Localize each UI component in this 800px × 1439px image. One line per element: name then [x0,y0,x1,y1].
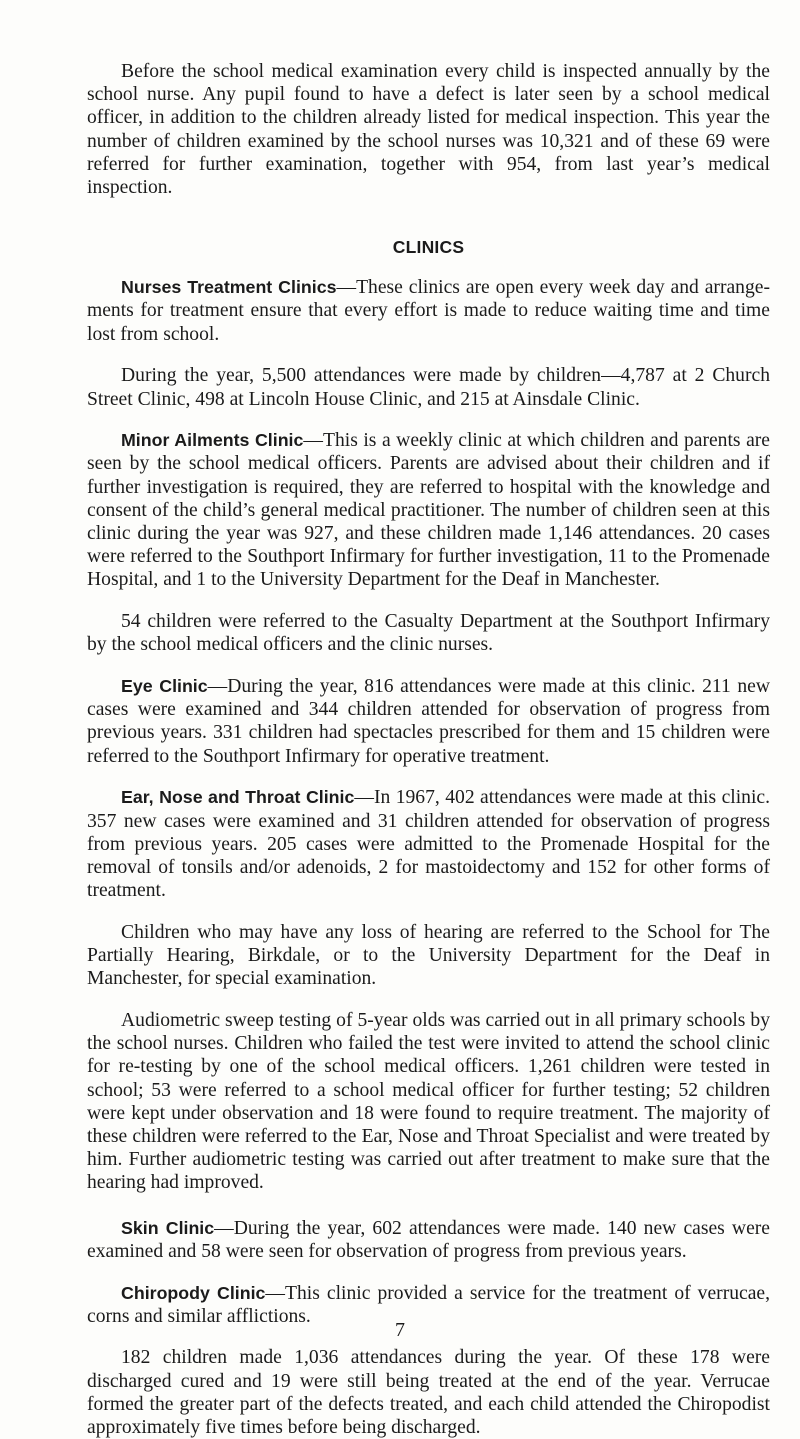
nurses-clinic-text: —These clinics are open every week day and arrange-ments for treatment ensure that every effort is made to reduce waiting time and time lost from school. [87,277,770,345]
eye-clinic-paragraph [87,675,770,768]
minor-ailments-paragraph [87,429,770,591]
page-number: 7 [395,1319,405,1341]
chiropody-detail-paragraph: 182 children made 1,036 attendances during the year. Of these 178 were discharged cured and 19 were still being treated at the end of the year. Verrucae formed the greater part of the defects treated, and each child attended the Chiropodist approximately five times before being discharged. [87,1347,770,1439]
ent-clinic-text: —In 1967, 402 attendances were made at this clinic. 357 new cases were examined and 31 children attended for observation of progress from previous years. 205 cases were admitted to the Promenade Hospital for the removal of tonsils and/or adenoids, 2 for mastoidectomy and 152 for other forms of treatment. [87,787,770,902]
ent-clinic-lead: Ear, Nose and Throat Clinic [121,787,355,808]
skin-clinic-lead: Skin Clinic [121,1217,215,1238]
skin-clinic-text: —During the year, 602 attendances were made. 140 new cases were examined and 58 were seen for observation of progress from previous years. [87,1217,770,1262]
clinics-heading: CLINICS [392,237,465,258]
eye-clinic-lead: Eye Clinic [121,676,208,697]
ent-clinic-paragraph [87,786,770,902]
casualty-paragraph: 54 children were referred to the Casualty Department at the Southport Infirmary by the school medical officers and the clinic nurses. [87,611,770,656]
chiropody-clinic-lead: Chiropody Clinic [121,1282,266,1303]
audiometric-paragraph: Audiometric sweep testing of 5-year olds was carried out in all primary schools by the school nurses. Children who failed the test were invited to attend the school clinic for re-testing by one of the school medical officers. 1,261 children were tested in school; 53 were referred to a school medical officer for further testing; 52 children were kept under observation and 18 were found to require treatment. The majority of these children were referred to the Ear, Nose and Throat Specialist and were treated by him. Further audiometric testing was carried out after treatment to make sure that the hearing had improved. [87,1010,770,1194]
intro-paragraph: Before the school medical examination every child is inspected annually by the school nurse. Any pupil found to have a defect is later seen by a school medical officer, in addition to the children already listed for medical inspection. This year the number of children examined by the school nurses was 10,321 and of these 69 were referred for further examination, together with 954, from last year’s medical inspection. [87,61,770,199]
minor-ailments-lead: Minor Ailments Clinic [121,430,304,451]
nurses-attendance-paragraph: During the year, 5,500 attendances were made by children—4,787 at 2 Church Street Clinic, 498 at Lincoln House Clinic, and 215 at Ainsdale Clinic. [87,365,770,410]
minor-ailments-text: —This is a weekly clinic at which children and parents are seen by the school medical officers. Parents are advised about their children and if further investigation is required, they are referred to hospital with the knowledge and consent of the child’s general medical practitioner. The number of children seen at this clinic during the year was 927, and these children made 1,146 attendances. 20 cases were referred to the Southport Infirmary for further investigation, 11 to the Promenade Hospital, and 1 to the University Department for the Deaf in Manchester. [87,430,770,591]
nurses-clinic-lead: Nurses Treatment Clinics [121,277,337,298]
document-page [87,60,770,1439]
nurses-clinic-paragraph [87,276,770,346]
skin-clinic-paragraph [87,1217,770,1263]
chiropody-clinic-text: —This clinic provided a service for the treatment of verrucae, corns and similar afflictions. [87,1282,771,1327]
eye-clinic-text: —During the year, 816 attendances were made at this clinic. 211 new cases were examined and 344 children attended for observation of progress from previous years. 331 children had spectacles prescribed for them and 15 children were referred to the Southport Infirmary for operative treatment. [87,676,770,767]
hearing-paragraph: Children who may have any loss of hearing are referred to the School for The Partially Hearing, Birkdale, or to the University Department for the Deaf in Manchester, for special examination. [87,921,770,990]
